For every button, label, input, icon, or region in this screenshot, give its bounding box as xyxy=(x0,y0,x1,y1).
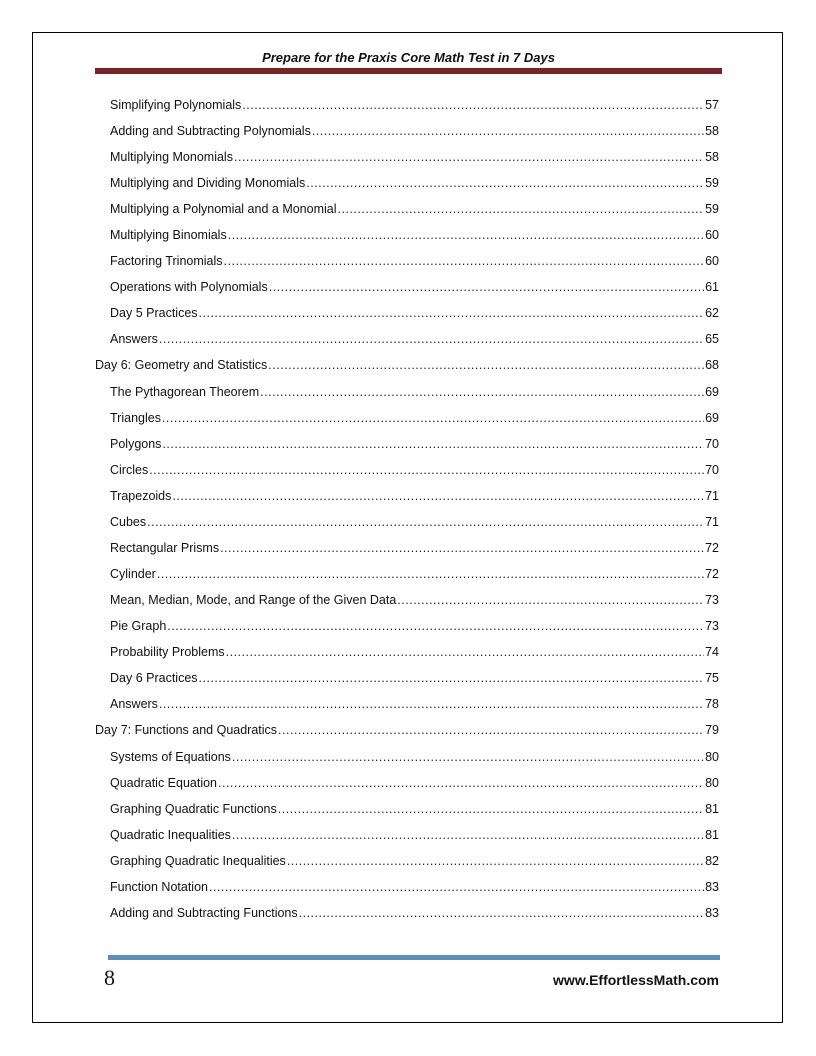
dot-leader xyxy=(228,222,704,248)
toc-entry-page: 71 xyxy=(705,515,719,529)
toc-entry[interactable] xyxy=(95,822,719,848)
dot-leader xyxy=(162,431,704,457)
running-header: Prepare for the Praxis Core Math Test in 7 Days xyxy=(262,50,555,65)
toc-entry-title: Graphing Quadratic Inequalities xyxy=(110,854,286,868)
dot-leader xyxy=(220,535,704,561)
toc-entry[interactable] xyxy=(95,744,719,770)
toc-entry[interactable] xyxy=(95,848,719,874)
dot-leader xyxy=(278,717,704,744)
toc-entry-page: 60 xyxy=(705,228,719,242)
dot-leader xyxy=(260,379,704,405)
toc-entry-title: Quadratic Equation xyxy=(110,776,218,790)
toc-entry-title: Operations with Polynomials xyxy=(110,280,268,294)
toc-entry[interactable] xyxy=(95,770,719,796)
toc-entry[interactable] xyxy=(95,483,719,509)
toc-entry[interactable] xyxy=(95,639,719,665)
footer-rule xyxy=(108,955,720,960)
toc-entry-title: Trapezoids xyxy=(110,489,172,503)
dot-leader xyxy=(278,796,704,822)
toc-entry-title: Graphing Quadratic Functions xyxy=(110,802,277,816)
dot-leader xyxy=(159,326,704,352)
dot-leader xyxy=(157,561,704,587)
dot-leader xyxy=(338,196,705,222)
toc-entry-page: 80 xyxy=(705,750,719,764)
toc-entry-title: Answers xyxy=(110,332,158,346)
toc-entry-page: 62 xyxy=(705,306,719,320)
toc-entry[interactable] xyxy=(95,874,719,900)
toc-entry[interactable] xyxy=(95,222,719,248)
toc-entry-title: Multiplying and Dividing Monomials xyxy=(110,176,306,190)
toc-entry[interactable] xyxy=(95,326,719,352)
table-of-contents xyxy=(95,92,719,926)
toc-entry-page: 72 xyxy=(705,541,719,555)
toc-entry[interactable] xyxy=(95,665,719,691)
toc-entry[interactable] xyxy=(95,900,719,926)
toc-entry-title: Day 6: Geometry and Statistics xyxy=(95,358,268,372)
toc-entry-page: 82 xyxy=(705,854,719,868)
toc-chapter-entry[interactable] xyxy=(95,717,719,744)
dot-leader xyxy=(149,457,704,483)
dot-leader xyxy=(199,665,705,691)
toc-entry-page: 61 xyxy=(705,280,719,294)
toc-entry[interactable] xyxy=(95,144,719,170)
dot-leader xyxy=(147,509,704,535)
toc-entry-page: 68 xyxy=(705,358,719,372)
toc-entry[interactable] xyxy=(95,691,719,717)
toc-entry-title: Rectangular Prisms xyxy=(110,541,220,555)
toc-entry[interactable] xyxy=(95,405,719,431)
toc-entry-page: 81 xyxy=(705,802,719,816)
toc-entry-page: 73 xyxy=(705,593,719,607)
toc-entry-title: Multiplying Monomials xyxy=(110,150,233,164)
toc-entry[interactable] xyxy=(95,613,719,639)
toc-entry[interactable] xyxy=(95,248,719,274)
dot-leader xyxy=(167,613,704,639)
toc-entry-title: Quadratic Inequalities xyxy=(110,828,231,842)
toc-entry-title: Adding and Subtracting Functions xyxy=(110,906,298,920)
page-number: 8 xyxy=(104,965,115,990)
dot-leader xyxy=(162,405,704,431)
toc-entry-title: Circles xyxy=(110,463,149,477)
toc-entry-title: Answers xyxy=(110,697,158,711)
toc-entry-title: Function Notation xyxy=(110,880,208,894)
dot-leader xyxy=(269,274,704,300)
dot-leader xyxy=(299,900,704,926)
toc-entry-title: Systems of Equations xyxy=(110,750,231,764)
toc-entry-page: 58 xyxy=(705,150,719,164)
toc-entry-page: 65 xyxy=(705,332,719,346)
toc-entry-title: Triangles xyxy=(110,411,161,425)
toc-entry[interactable] xyxy=(95,170,719,196)
toc-entry[interactable] xyxy=(95,431,719,457)
toc-entry[interactable] xyxy=(95,509,719,535)
toc-entry[interactable] xyxy=(95,274,719,300)
dot-leader xyxy=(312,118,704,144)
toc-chapter-entry[interactable] xyxy=(95,352,719,379)
toc-entry-page: 75 xyxy=(705,671,719,685)
toc-entry-title: Multiplying Binomials xyxy=(110,228,227,242)
dot-leader xyxy=(242,92,704,118)
toc-entry-page: 73 xyxy=(705,619,719,633)
toc-entry[interactable] xyxy=(95,587,719,613)
toc-entry-title: Day 6 Practices xyxy=(110,671,198,685)
toc-entry-page: 59 xyxy=(705,202,719,216)
dot-leader xyxy=(224,248,705,274)
toc-entry-page: 58 xyxy=(705,124,719,138)
toc-entry[interactable] xyxy=(95,535,719,561)
toc-entry-page: 81 xyxy=(705,828,719,842)
toc-entry-page: 70 xyxy=(705,437,719,451)
toc-entry-page: 57 xyxy=(705,98,719,112)
toc-entry-page: 80 xyxy=(705,776,719,790)
toc-entry-title: The Pythagorean Theorem xyxy=(110,385,260,399)
toc-entry-title: Pie Graph xyxy=(110,619,167,633)
toc-entry-page: 74 xyxy=(705,645,719,659)
dot-leader xyxy=(306,170,704,196)
toc-entry-page: 59 xyxy=(705,176,719,190)
toc-entry-title: Multiplying a Polynomial and a Monomial xyxy=(110,202,337,216)
toc-entry-page: 69 xyxy=(705,411,719,425)
toc-entry-title: Polygons xyxy=(110,437,162,451)
header-rule xyxy=(95,68,722,74)
toc-entry[interactable] xyxy=(95,796,719,822)
dot-leader xyxy=(232,822,704,848)
toc-entry[interactable] xyxy=(95,379,719,405)
toc-entry-page: 79 xyxy=(705,723,719,737)
toc-entry-page: 60 xyxy=(705,254,719,268)
toc-entry[interactable] xyxy=(95,118,719,144)
dot-leader xyxy=(218,770,704,796)
toc-entry-page: 72 xyxy=(705,567,719,581)
toc-entry[interactable] xyxy=(95,196,719,222)
toc-entry[interactable] xyxy=(95,457,719,483)
toc-entry-title: Mean, Median, Mode, and Range of the Given Data xyxy=(110,593,397,607)
toc-entry-page: 83 xyxy=(705,906,719,920)
toc-entry-title: Adding and Subtracting Polynomials xyxy=(110,124,311,138)
toc-entry-page: 78 xyxy=(705,697,719,711)
dot-leader xyxy=(159,691,704,717)
toc-entry[interactable] xyxy=(95,92,719,118)
dot-leader xyxy=(397,587,704,613)
website-link[interactable]: www.EffortlessMath.com xyxy=(553,972,719,988)
toc-entry-page: 69 xyxy=(705,385,719,399)
toc-entry-title: Day 5 Practices xyxy=(110,306,198,320)
toc-entry[interactable] xyxy=(95,561,719,587)
dot-leader xyxy=(268,352,704,379)
toc-entry-page: 71 xyxy=(705,489,719,503)
dot-leader xyxy=(226,639,704,665)
toc-entry-title: Probability Problems xyxy=(110,645,225,659)
toc-entry-title: Factoring Trinomials xyxy=(110,254,223,268)
dot-leader xyxy=(287,848,704,874)
toc-entry[interactable] xyxy=(95,300,719,326)
toc-entry-page: 70 xyxy=(705,463,719,477)
toc-entry-title: Simplifying Polynomials xyxy=(110,98,242,112)
toc-entry-title: Day 7: Functions and Quadratics xyxy=(95,723,278,737)
dot-leader xyxy=(199,300,705,326)
dot-leader xyxy=(232,744,704,770)
toc-entry-title: Cubes xyxy=(110,515,147,529)
toc-entry-title: Cylinder xyxy=(110,567,156,581)
dot-leader xyxy=(234,144,704,170)
toc-entry-page: 83 xyxy=(705,880,719,894)
dot-leader xyxy=(172,483,704,509)
dot-leader xyxy=(209,874,704,900)
